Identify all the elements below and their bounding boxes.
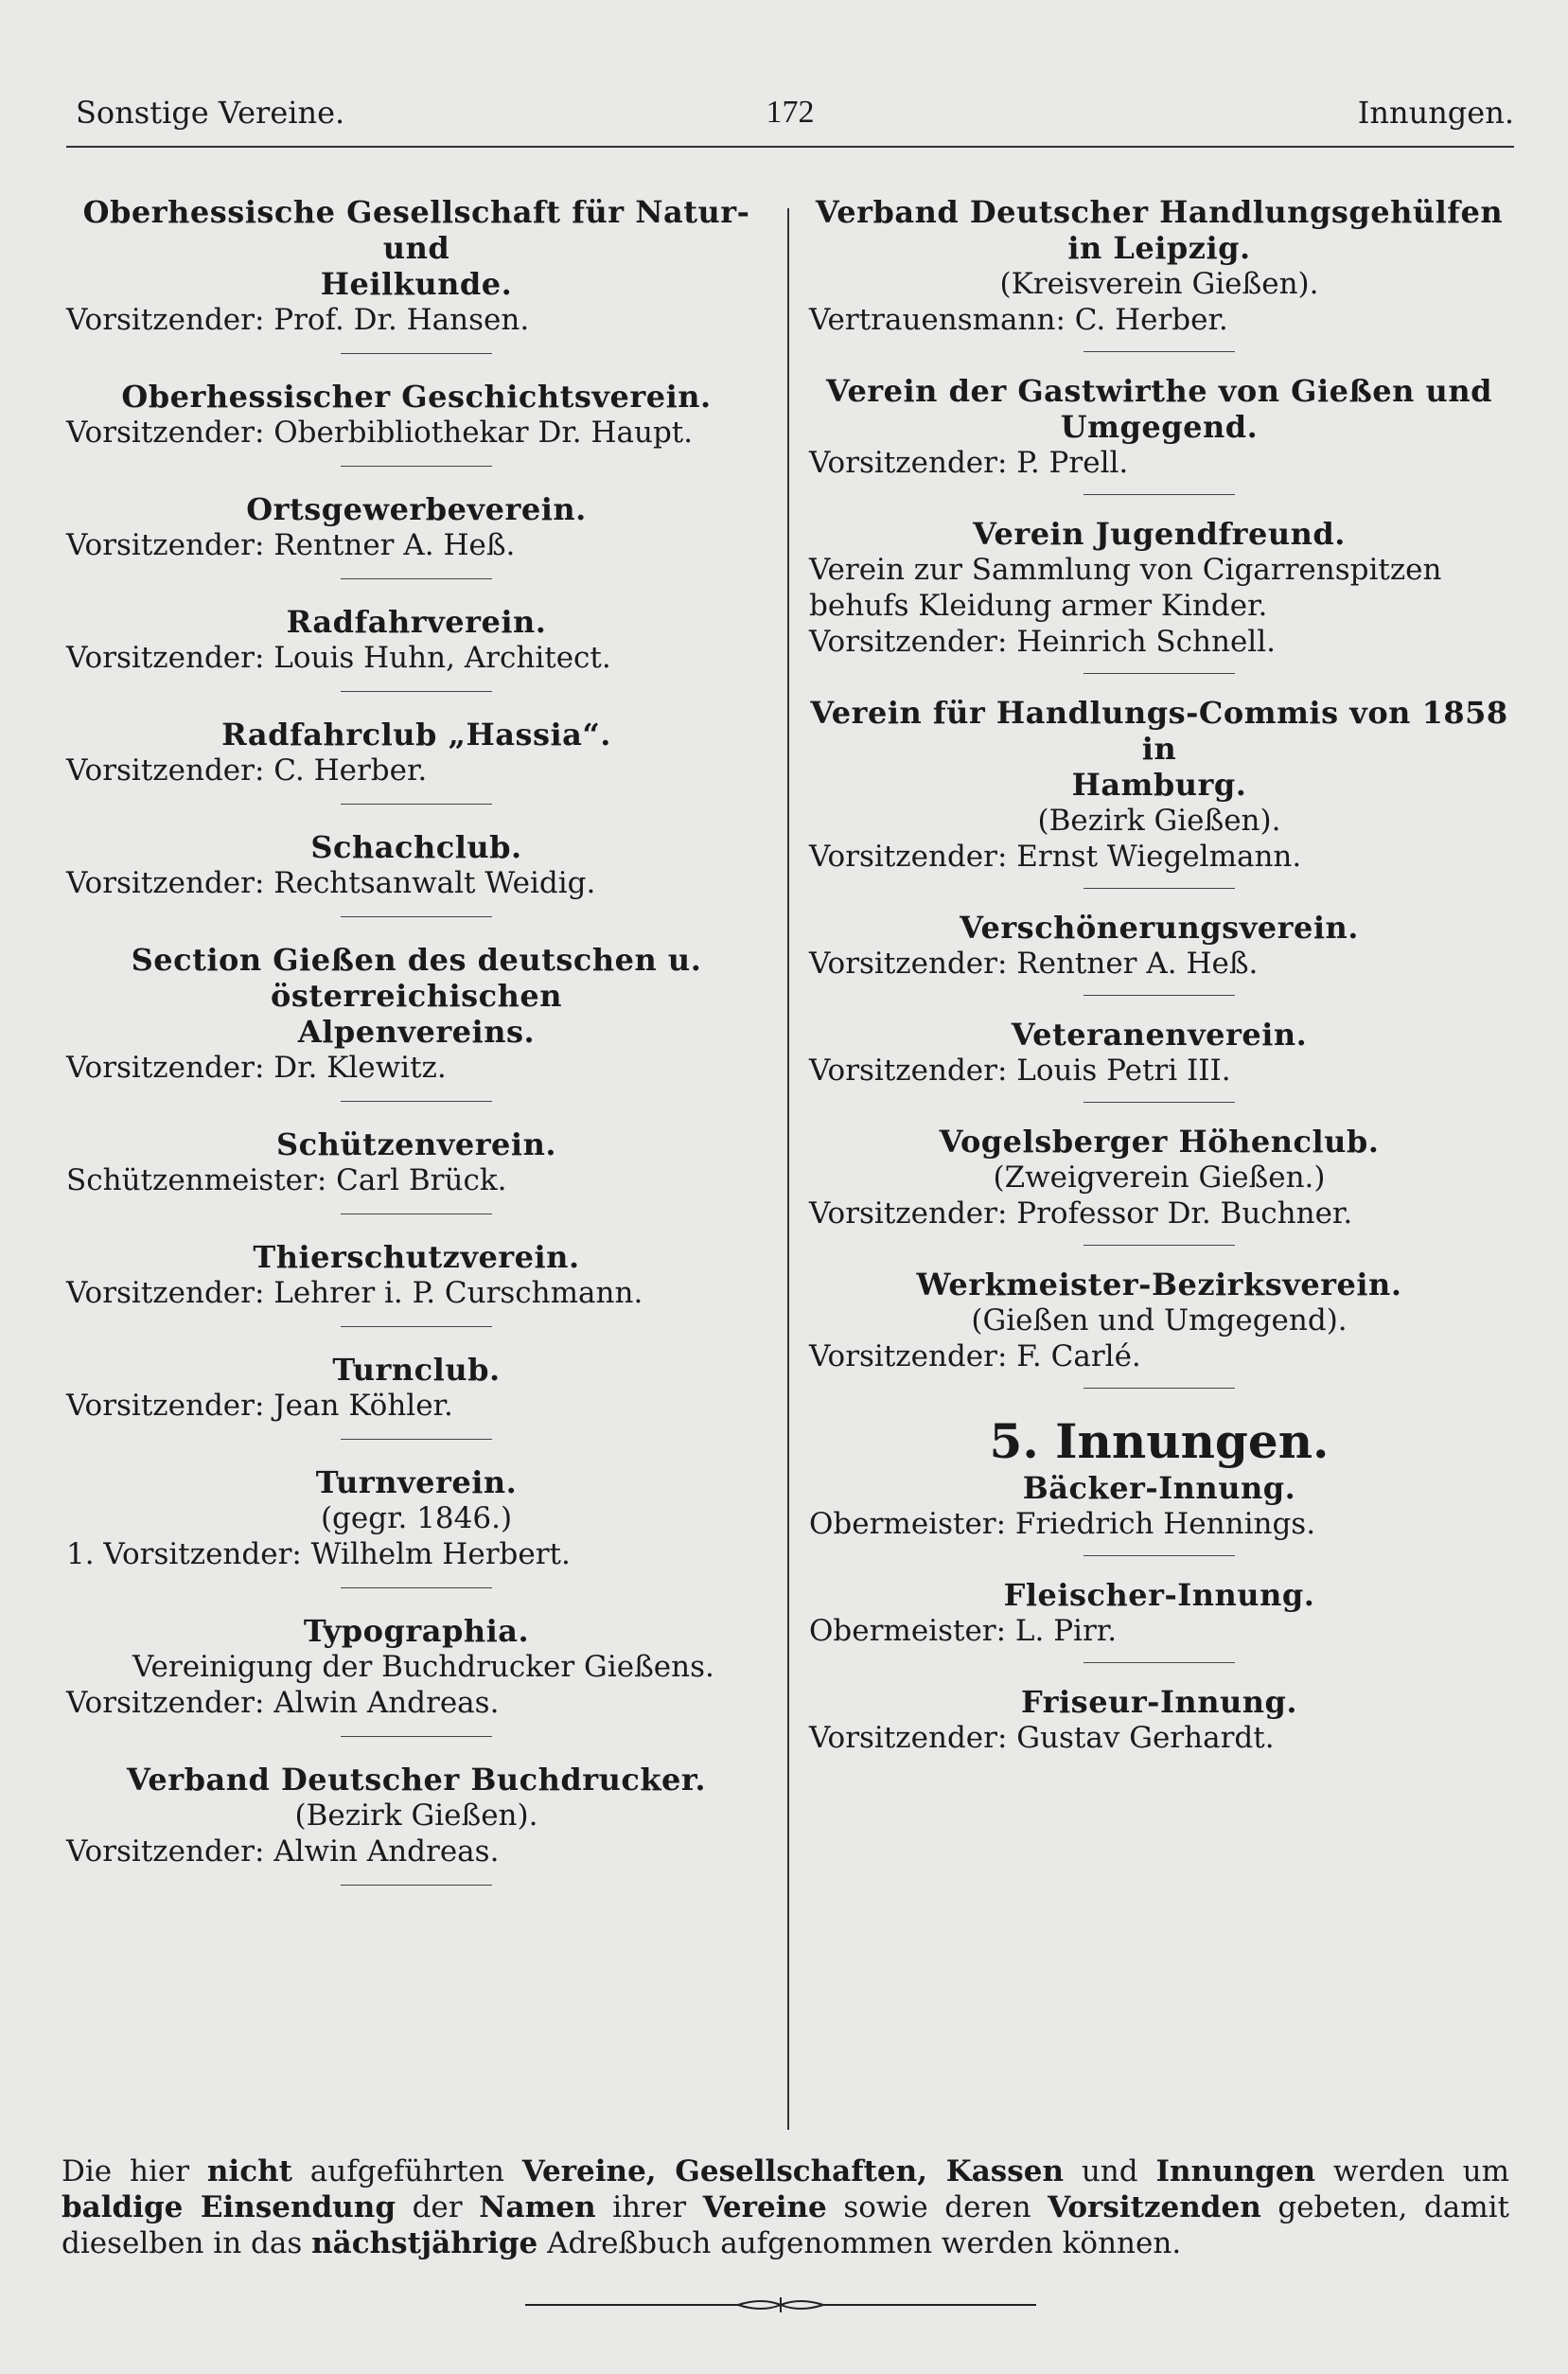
entry-subtitle: (Bezirk Gießen). — [1037, 804, 1281, 838]
entry-title: Verein Jugendfreund. — [973, 516, 1346, 552]
entry-title: Verein für Handlungs-Commis von 1858 in — [810, 695, 1508, 767]
entry-title: Radfahrverein. — [286, 604, 547, 640]
entry-line: Vorsitzender: Louis Petri III. — [809, 1054, 1231, 1088]
directory-entry — [66, 942, 766, 1086]
header-rule — [66, 146, 1514, 148]
entry-title: Oberhessischer Geschichtsverein. — [121, 379, 712, 415]
directory-entry — [66, 604, 766, 676]
entry-description: Vereinigung der Buchdrucker Gießens. — [132, 1650, 714, 1684]
entry-title: Schützenverein. — [276, 1126, 556, 1162]
entry-title: Werkmeister-Bezirksverein. — [916, 1267, 1402, 1302]
guild-entry — [809, 1470, 1509, 1542]
entry-title: Schachclub. — [310, 829, 522, 865]
separator-rule — [1084, 1388, 1235, 1389]
entry-line: Vorsitzender: Rentner A. Heß. — [809, 947, 1259, 981]
directory-entry — [809, 910, 1509, 982]
guild-entry — [809, 1684, 1509, 1756]
directory-entry — [809, 695, 1509, 875]
separator-rule — [1084, 351, 1235, 352]
entry-title: Heilkunde. — [320, 266, 513, 302]
separator-rule — [341, 1587, 492, 1588]
entry-subtitle: (Kreisverein Gießen). — [999, 267, 1319, 301]
directory-entry — [809, 373, 1509, 481]
footer-note: Die hier nicht aufgeführten Vereine, Gesellschaften, Kassen und Innungen werden um baldige Einsendung der Namen ihrer Vereine sowie deren Vorsitzenden gebeten, damit dieselben in das nächstjährige Adreßbuch aufgenommen werden können. — [62, 2154, 1510, 2260]
entry-line: Vertrauensmann: C. Herber. — [809, 303, 1228, 337]
entry-title: Turnverein. — [315, 1464, 518, 1500]
entry-line: Vorsitzender: Professor Dr. Buchner. — [809, 1196, 1353, 1231]
entry-subtitle: (Gießen und Umgegend). — [971, 1303, 1348, 1338]
entry-title: Verband Deutscher Handlungsgehülfen — [815, 194, 1504, 230]
guild-line: Obermeister: Friedrich Hennings. — [809, 1507, 1316, 1541]
entry-line: Vorsitzender: Prof. Dr. Hansen. — [66, 303, 530, 337]
directory-entry — [809, 516, 1509, 660]
separator-rule — [1084, 1555, 1235, 1556]
entry-title: Veteranenverein. — [1011, 1017, 1308, 1053]
separator-rule — [1084, 494, 1235, 495]
entry-subtitle: (Bezirk Gießen). — [294, 1798, 538, 1833]
entry-line: Vorsitzender: Ernst Wiegelmann. — [809, 840, 1302, 874]
separator-rule — [341, 691, 492, 692]
directory-entry — [66, 717, 766, 788]
separator-rule — [341, 804, 492, 805]
separator-rule — [1084, 1662, 1235, 1663]
directory-entry — [66, 194, 766, 338]
entry-title: Verband Deutscher Buchdrucker. — [127, 1762, 706, 1798]
entry-title: Ortsgewerbeverein. — [246, 491, 587, 527]
separator-rule — [341, 916, 492, 917]
entry-line: Vorsitzender: Heinrich Schnell. — [809, 625, 1276, 659]
entry-title: Section Gießen des deutschen u. österreichischen — [131, 942, 702, 1014]
entry-line: 1. Vorsitzender: Wilhelm Herbert. — [66, 1537, 571, 1571]
entry-line: Vorsitzender: Rechtsanwalt Weidig. — [66, 866, 596, 900]
entry-line: Vorsitzender: Lehrer i. P. Curschmann. — [66, 1276, 643, 1310]
left-column — [66, 194, 766, 1910]
entry-line: Vorsitzender: Rentner A. Heß. — [66, 528, 516, 562]
separator-rule — [1084, 673, 1235, 674]
separator-rule — [341, 1101, 492, 1102]
entry-title: Typographia. — [303, 1613, 530, 1649]
column-divider — [787, 208, 789, 2130]
separator-rule — [1084, 1102, 1235, 1103]
separator-rule — [1084, 888, 1235, 889]
section-heading: 5. Innungen. — [989, 1413, 1330, 1469]
directory-entry — [66, 379, 766, 451]
directory-entry — [809, 194, 1509, 338]
separator-rule — [341, 1326, 492, 1327]
entry-line: Vorsitzender: P. Prell. — [809, 446, 1129, 480]
guild-entry — [809, 1577, 1509, 1649]
header-right: Innungen. — [1357, 95, 1514, 131]
guild-title: Fleischer-Innung. — [1003, 1577, 1315, 1613]
entry-line: Vorsitzender: Alwin Andreas. — [66, 1686, 500, 1720]
directory-entry — [809, 1124, 1509, 1231]
entry-title: Radfahrclub „Hassia“. — [221, 717, 611, 753]
entry-subtitle: (gegr. 1846.) — [320, 1501, 513, 1535]
directory-entry — [809, 1267, 1509, 1374]
directory-entry — [66, 1352, 766, 1424]
separator-rule — [1084, 1245, 1235, 1246]
separator-rule — [341, 353, 492, 354]
entry-line: Schützenmeister: Carl Brück. — [66, 1163, 507, 1197]
page-header — [66, 95, 1514, 142]
entry-title: Hamburg. — [1071, 767, 1247, 803]
entry-title: Vogelsberger Höhenclub. — [939, 1124, 1380, 1160]
page-number: 172 — [766, 95, 815, 130]
entry-line: Vorsitzender: C. Herber. — [66, 753, 428, 788]
entry-title: Alpenvereins. — [297, 1014, 536, 1050]
directory-entry — [66, 1762, 766, 1869]
directory-entry — [66, 829, 766, 901]
entry-title: Oberhessische Gesellschaft für Natur- und — [82, 194, 750, 266]
directory-entry — [66, 1464, 766, 1572]
ornament-rule — [525, 2295, 1036, 2314]
directory-entry — [66, 1239, 766, 1311]
guild-line: Obermeister: L. Pirr. — [809, 1614, 1118, 1648]
entry-line: Verein zur Sammlung von Cigarrenspitzen — [809, 553, 1442, 587]
directory-entry — [66, 491, 766, 563]
entry-line: Vorsitzender: Dr. Klewitz. — [66, 1051, 447, 1085]
entry-title: Verschönerungsverein. — [960, 910, 1359, 946]
entry-line: Vorsitzender: Oberbibliothekar Dr. Haupt. — [66, 416, 694, 450]
entry-title: Turnclub. — [332, 1352, 501, 1388]
directory-entry — [66, 1126, 766, 1198]
separator-rule — [341, 1736, 492, 1737]
directory-entry — [809, 1017, 1509, 1089]
entry-title: in Leipzig. — [1067, 230, 1251, 266]
entry-line: Vorsitzender: F. Carlé. — [809, 1339, 1141, 1373]
entry-subtitle: (Zweigverein Gießen.) — [993, 1160, 1326, 1195]
entry-line: Vorsitzender: Louis Huhn, Architect. — [66, 641, 611, 675]
right-column — [809, 194, 1509, 1756]
guild-line: Vorsitzender: Gustav Gerhardt. — [809, 1721, 1275, 1755]
entry-line: Vorsitzender: Jean Köhler. — [66, 1389, 453, 1423]
separator-rule — [1084, 995, 1235, 996]
separator-rule — [341, 1439, 492, 1440]
separator-rule — [341, 578, 492, 579]
guild-title: Bäcker-Innung. — [1022, 1470, 1296, 1506]
guild-title: Friseur-Innung. — [1021, 1684, 1297, 1720]
entry-line: Vorsitzender: Alwin Andreas. — [66, 1834, 500, 1869]
entry-title: Umgegend. — [1060, 409, 1259, 445]
entry-title: Verein der Gastwirthe von Gießen und — [826, 373, 1492, 409]
directory-entry — [66, 1613, 766, 1721]
entry-line: behufs Kleidung armer Kinder. — [809, 589, 1268, 623]
separator-rule — [341, 466, 492, 467]
entry-title: Thierschutzverein. — [253, 1239, 580, 1275]
header-left: Sonstige Vereine. — [76, 95, 345, 131]
separator-rule — [341, 1885, 492, 1886]
